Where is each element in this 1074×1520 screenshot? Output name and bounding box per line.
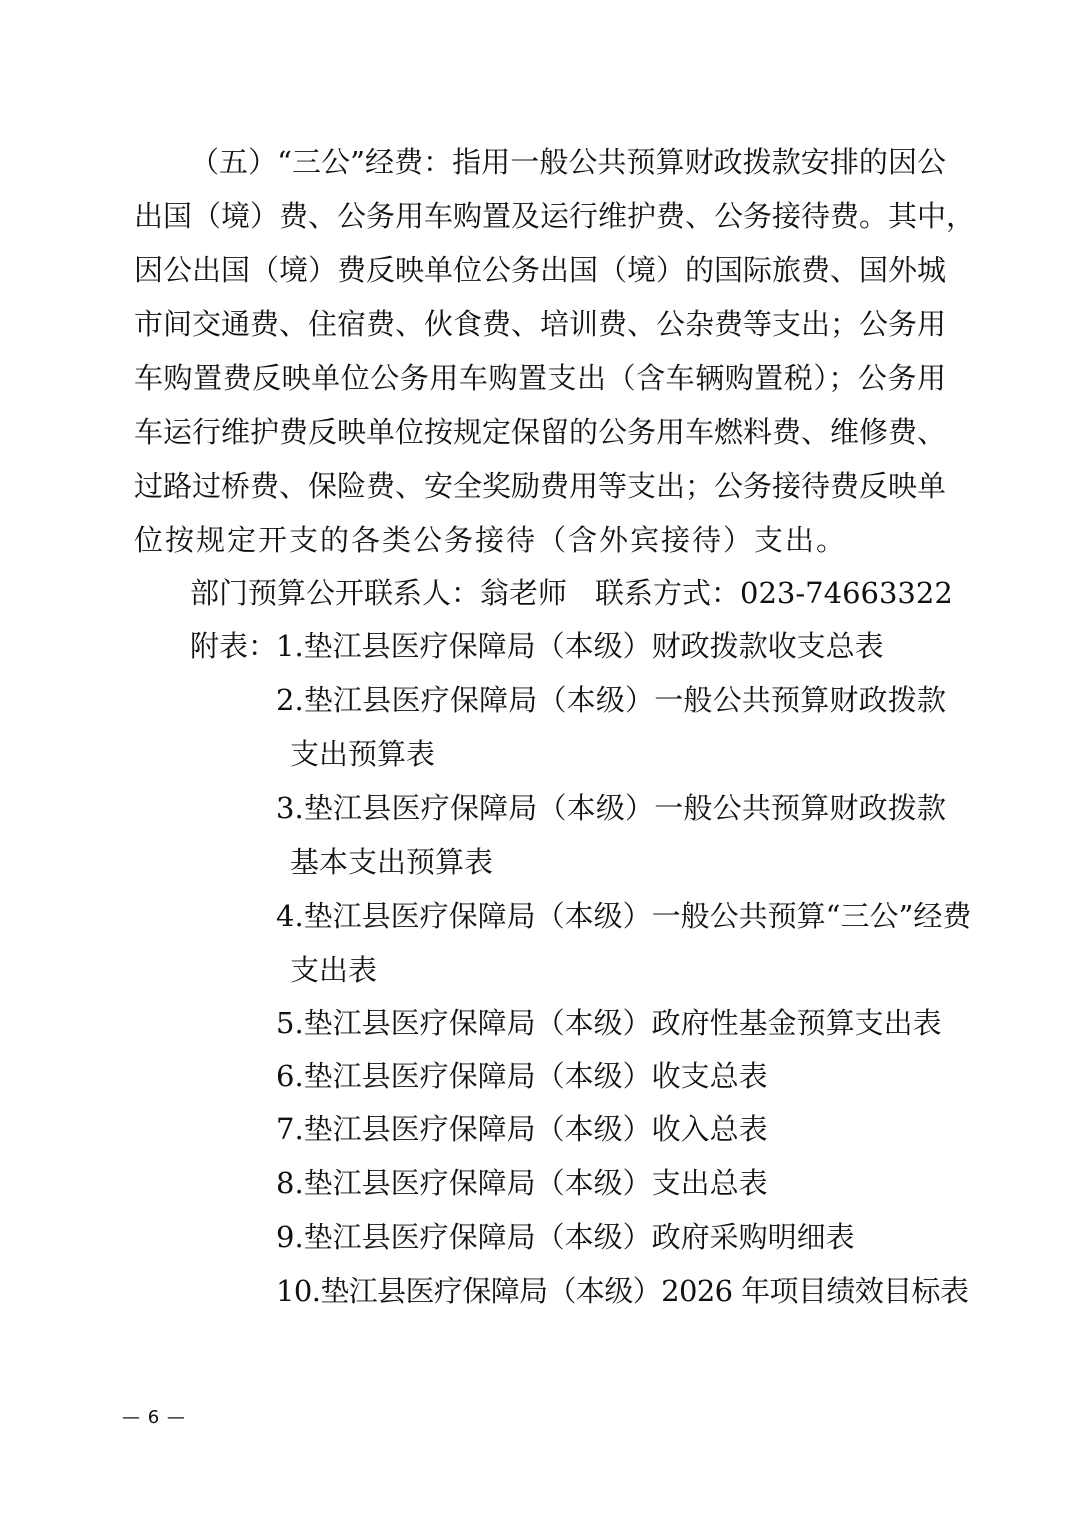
attachment-item: 9.垫江县医疗保障局（本级）政府采购明细表 [276, 1220, 855, 1254]
contact-person: 部门预算公开联系人：翁老师 [190, 576, 568, 610]
paragraph-line: 车运行维护费反映单位按规定保留的公务用车燃料费、维修费、 [134, 415, 947, 449]
attachment-item: 4.垫江县医疗保障局（本级）一般公共预算“三公”经费 [276, 899, 972, 933]
attachment-item: 2.垫江县医疗保障局（本级）一般公共预算财政拨款 [276, 683, 946, 717]
attachment-item: 10.垫江县医疗保障局（本级）2026 年项目绩效目标表 [276, 1274, 969, 1308]
attachments-label: 附表： [190, 629, 278, 663]
attachment-item-cont: 支出预算表 [290, 737, 436, 771]
attachment-item: 7.垫江县医疗保障局（本级）收入总表 [276, 1112, 768, 1146]
attachment-item: 5.垫江县医疗保障局（本级）政府性基金预算支出表 [276, 1006, 942, 1040]
paragraph-line: 因公出国（境）费反映单位公务出国（境）的国际旅费、国外城 [134, 253, 947, 287]
contact-method: 联系方式：023-74663322 [595, 576, 953, 610]
paragraph-line: 过路过桥费、保险费、安全奖励费用等支出；公务接待费反映单 [134, 469, 947, 503]
paragraph-line: 车购置费反映单位公务用车购置支出（含车辆购置税）；公务用 [134, 361, 946, 395]
attachment-item: 8.垫江县医疗保障局（本级）支出总表 [276, 1166, 768, 1200]
paragraph-line: 位按规定开支的各类公务接待（含外宾接待）支出。 [134, 523, 848, 557]
attachment-item-cont: 支出表 [290, 953, 378, 987]
paragraph-line: 出国（境）费、公务用车购置及运行维护费、公务接待费。其中， [134, 199, 976, 233]
attachment-item-cont: 基本支出预算表 [290, 845, 494, 879]
page-number: — 6 — [122, 1407, 186, 1428]
attachment-item: 6.垫江县医疗保障局（本级）收支总表 [276, 1059, 768, 1093]
paragraph-line: （五）“三公”经费：指用一般公共预算财政拨款安排的因公 [190, 145, 946, 179]
contact-line [190, 566, 953, 620]
paragraph-line: 市间交通费、住宿费、伙食费、培训费、公杂费等支出；公务用 [134, 307, 947, 341]
attachment-item: 1.垫江县医疗保障局（本级）财政拨款收支总表 [276, 629, 884, 663]
attachment-item: 3.垫江县医疗保障局（本级）一般公共预算财政拨款 [276, 791, 946, 825]
